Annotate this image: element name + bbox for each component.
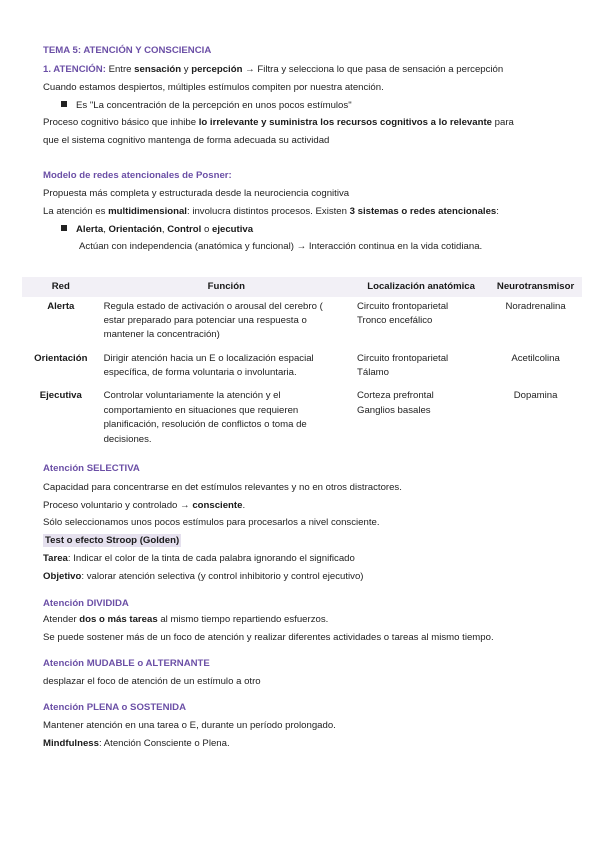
- table-row: [22, 386, 582, 453]
- atencion-label: 1. ATENCIÓN:: [43, 64, 106, 75]
- stroop-objetivo: Objetivo: valorar atención selectiva (y control inhibitorio y control ejecutivo): [43, 571, 364, 582]
- posner-line1: Propuesta más completa y estructurada desde la neurociencia cognitiva: [43, 188, 350, 199]
- header-neurotransmisor: Neurotransmisor: [489, 277, 582, 297]
- selectiva-line2: Proceso voluntario y controlado → consciente.: [43, 500, 246, 511]
- dividida-line1: Atender dos o más tareas al mismo tiempo repartiendo esfuerzos.: [43, 614, 329, 625]
- cell-red: Ejecutiva: [39, 390, 82, 402]
- page-title: TEMA 5: ATENCIÓN Y CONSCIENCIA: [43, 45, 212, 56]
- square-bullet-icon: [61, 101, 67, 107]
- posner-bullet: Alerta, Orientación, Control o ejecutiva: [61, 224, 253, 236]
- header-red: Red: [22, 277, 100, 297]
- square-bullet-icon: [61, 225, 67, 231]
- cell-neurotransmisor: Noradrenalina: [505, 300, 566, 312]
- dividida-heading: Atención DIVIDIDA: [43, 598, 129, 609]
- plena-heading: Atención PLENA o SOSTENIDA: [43, 702, 187, 713]
- cell-localizacion: Corteza prefrontal Ganglios basales: [357, 390, 434, 416]
- mudable-line1: desplazar el foco de atención de un estímulo a otro: [43, 676, 261, 687]
- selectiva-heading: Atención SELECTIVA: [43, 463, 140, 474]
- stroop-tarea: Tarea: Indicar el color de la tinta de cada palabra ignorando el significado: [43, 553, 355, 564]
- cell-neurotransmisor: Dopamina: [513, 390, 558, 402]
- table-row: [22, 297, 582, 349]
- atencion-bullet: Es "La concentración de la percepción en unos pocos estímulos": [61, 100, 352, 112]
- redes-table: [22, 277, 582, 453]
- cell-neurotransmisor: Acetilcolina: [511, 352, 560, 364]
- cell-localizacion: Circuito frontoparietal Tronco encefálico: [357, 300, 449, 326]
- posner-sub: Actúan con independencia (anatómica y funcional) → Interacción continua en la vida cotidiana.: [79, 241, 483, 252]
- table-row: [22, 349, 582, 387]
- atencion-line2: Cuando estamos despiertos, múltiples estímulos compiten por nuestra atención.: [43, 82, 384, 93]
- cell-localizacion: Circuito frontoparietal Tálamo: [357, 352, 449, 379]
- cell-red: Alerta: [47, 300, 75, 312]
- cell-funcion: Regula estado de activación o arousal del cerebro ( estar preparado para potenciar una respuesta o mantener la concentración): [103, 300, 323, 341]
- posner-line2: La atención es multidimensional: involucra distintos procesos. Existen 3 sistemas o redes atencionales:: [43, 206, 499, 217]
- posner-heading: Modelo de redes atencionales de Posner:: [43, 170, 232, 181]
- stroop-heading: Test o efecto Stroop (Golden): [45, 535, 180, 546]
- atencion-paragraph: Proceso cognitivo básico que inhibe lo irrelevante y suministra los recursos cognitivos a lo relevante para: [43, 117, 514, 128]
- atencion-definition: 1. ATENCIÓN: Entre sensación y percepción → Filtra y selecciona lo que pasa de sensación a percepción: [43, 64, 504, 75]
- cell-funcion: Dirigir atención hacia un E o localización espacial específica, de forma voluntaria o involuntaria.: [103, 352, 314, 379]
- header-localizacion: Localización anatómica: [353, 277, 489, 297]
- selectiva-line3: Sólo seleccionamos unos pocos estímulos para procesarlos a nivel consciente.: [43, 517, 380, 528]
- cell-red: Orientación: [34, 352, 88, 364]
- mindfulness-line: Mindfulness: Atención Consciente o Plena.: [43, 738, 230, 749]
- cell-funcion: Controlar voluntariamente la atención y el comportamiento en situaciones que requieren planificación, resolución de conflictos o toma de decisiones.: [103, 390, 307, 445]
- header-funcion: Función: [100, 277, 353, 297]
- plena-line1: Mantener atención en una tarea o E, durante un período prolongado.: [43, 720, 336, 731]
- dividida-line2: Se puede sostener más de un foco de atención y realizar diferentes actividades o tareas al mismo tiempo.: [43, 632, 494, 643]
- mudable-heading: Atención MUDABLE o ALTERNANTE: [43, 658, 210, 669]
- table-header-row: [22, 277, 582, 297]
- selectiva-line1: Capacidad para concentrarse en det estímulos relevantes y no en otros distractores.: [43, 482, 402, 493]
- atencion-paragraph-cont: que el sistema cognitivo mantenga de forma adecuada su actividad: [43, 135, 330, 146]
